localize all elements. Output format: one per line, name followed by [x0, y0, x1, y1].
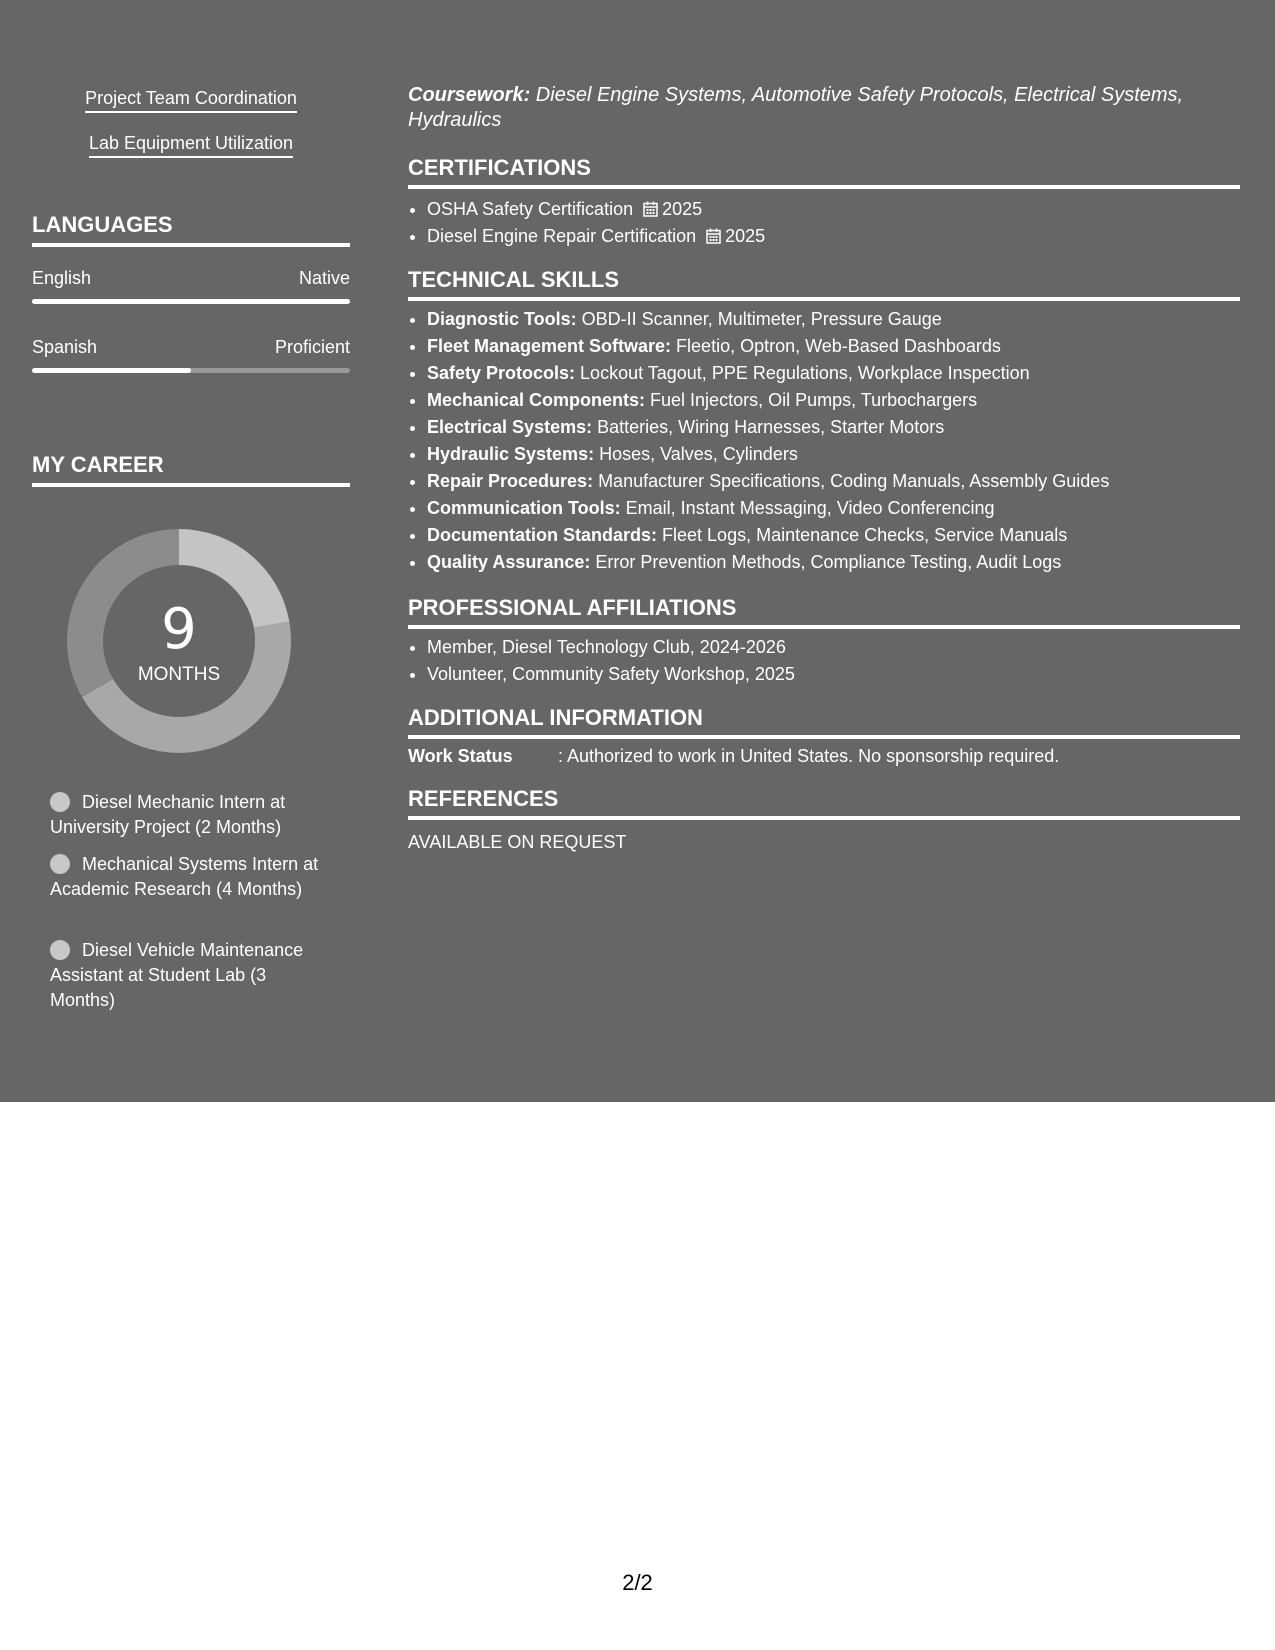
language-level: Proficient — [274, 337, 350, 357]
skill-tag: Project Team Coordination — [32, 88, 350, 113]
language-proficiency-bar — [32, 299, 350, 304]
language-proficiency-fill — [32, 368, 191, 373]
skill-item: • Repair Procedures: Manufacturer Specifications, Coding Manuals, Assembly Guides — [427, 468, 1259, 495]
language-proficiency-fill — [32, 299, 350, 304]
career-total-value: 9 — [161, 597, 197, 662]
references-text: AVAILABLE ON REQUEST — [408, 832, 627, 852]
language-row — [32, 268, 350, 289]
skill-item: • Hydraulic Systems: Hoses, Valves, Cylinders — [427, 441, 1259, 468]
skill-item: • Fleet Management Software: Fleetio, Optron, Web-Based Dashboards — [427, 333, 1259, 360]
skill-item: • Diagnostic Tools: OBD-II Scanner, Multimeter, Pressure Gauge — [427, 306, 1259, 333]
career-item: Mechanical Systems Intern at Academic Research (4 Months) — [50, 854, 319, 899]
skill-item: • Quality Assurance: Error Prevention Methods, Compliance Testing, Audit Logs — [427, 549, 1259, 576]
coursework-text: Diesel Engine Systems, Automotive Safety Protocols, Electrical Systems, Hydraulics — [408, 84, 1184, 131]
language-row — [32, 337, 350, 358]
career-bullet-dot — [50, 854, 70, 874]
language-proficiency-bar — [32, 368, 350, 373]
work-status-row — [408, 746, 1240, 767]
career-item: Diesel Mechanic Intern at University Project (2 Months) — [50, 792, 286, 837]
certifications-list — [408, 196, 1259, 250]
language-name: English — [32, 268, 92, 288]
skill-tag: Lab Equipment Utilization — [32, 133, 350, 158]
page-number: 2/2 — [622, 1570, 653, 1595]
skill-item: • Safety Protocols: Lockout Tagout, PPE Regulations, Workplace Inspection — [427, 360, 1259, 387]
calendar-icon — [643, 201, 658, 217]
certification-year: 2025 — [725, 226, 766, 246]
affiliations-heading: PROFESSIONAL AFFILIATIONS — [408, 595, 1240, 629]
certifications-heading: CERTIFICATIONS — [408, 155, 1240, 189]
additional-info-heading: ADDITIONAL INFORMATION — [408, 705, 1240, 739]
calendar-icon — [706, 228, 721, 244]
certification-item: • OSHA Safety Certification 2025 — [427, 196, 1259, 223]
coursework — [408, 83, 1240, 133]
coursework-label: Coursework: — [408, 84, 531, 106]
career-bullet-dot — [50, 792, 70, 812]
skill-item: • Communication Tools: Email, Instant Messaging, Video Conferencing — [427, 495, 1259, 522]
affiliations-list — [408, 634, 1259, 688]
affiliation-item: • Member, Diesel Technology Club, 2024-2026 — [427, 634, 1259, 661]
affiliation-item: • Volunteer, Community Safety Workshop, 2025 — [427, 661, 1259, 688]
language-level: Native — [298, 268, 350, 288]
career-heading: MY CAREER — [32, 452, 350, 487]
work-status-value: : Authorized to work in United States. No sponsorship required. — [558, 746, 1060, 766]
certification-year: 2025 — [662, 199, 703, 219]
skill-item: • Documentation Standards: Fleet Logs, Maintenance Checks, Service Manuals — [427, 522, 1259, 549]
technical-skills-list — [408, 306, 1259, 576]
skill-item: • Electrical Systems: Batteries, Wiring Harnesses, Starter Motors — [427, 414, 1259, 441]
career-item: Diesel Vehicle Maintenance Assistant at Student Lab (3 Months) — [50, 940, 304, 1010]
language-name: Spanish — [32, 337, 98, 357]
career-bullet-dot — [50, 940, 70, 960]
work-status-label: Work Status — [408, 746, 513, 766]
skill-item: • Mechanical Components: Fuel Injectors, Oil Pumps, Turbochargers — [427, 387, 1259, 414]
career-total-unit: MONTHS — [137, 664, 221, 685]
references-heading: REFERENCES — [408, 786, 1240, 820]
certification-item: • Diesel Engine Repair Certification 2025 — [427, 223, 1259, 250]
languages-heading: LANGUAGES — [32, 212, 350, 247]
technical-skills-heading: TECHNICAL SKILLS — [408, 267, 1240, 301]
